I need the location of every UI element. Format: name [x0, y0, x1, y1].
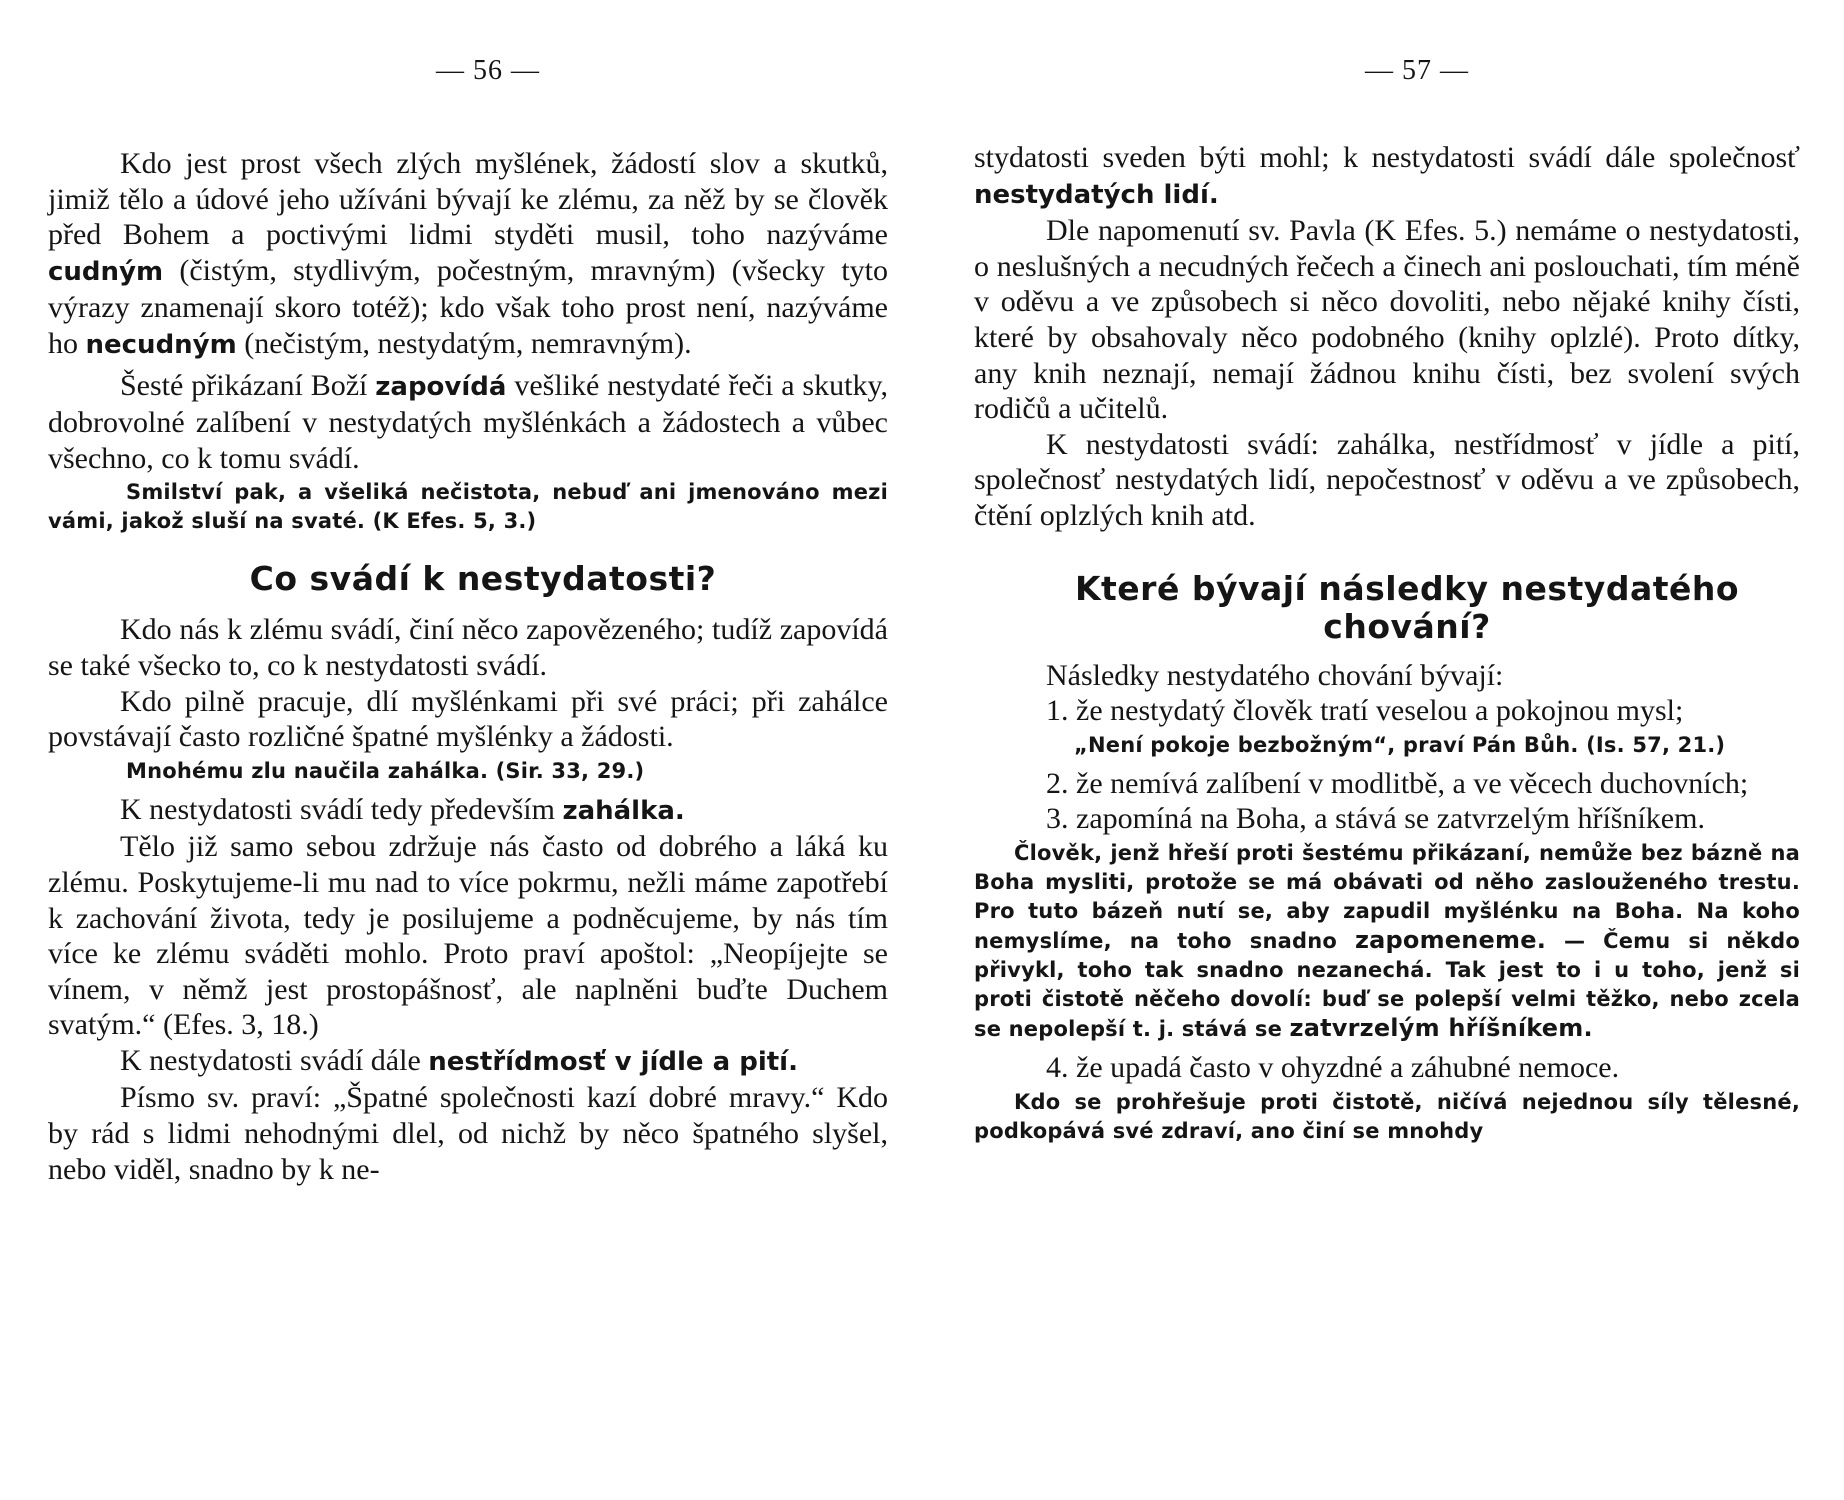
bold-term: zapomeneme.: [1354, 925, 1547, 954]
paragraph: Dle napomenutí sv. Pavla (K Efes. 5.) nemáme o nestydatosti, o neslušných a necudných řečech a činech ani poslouchati, tím méně v oděvu a ve způsobech si něco dovoliti, nebo nějaké knihy čísti, které by obsahovaly něco podobného (knihy oplzlé). Proto dítky, any knih neznají, nemají žádnou knihu čísti, bez svolení svých rodičů a učitelů.: [974, 214, 1800, 426]
paragraph: Kdo nás k zlému svádí, činí něco zapovězeného; tudíž zapovídá se také všecko to, co k nestydatosti svádí.: [48, 613, 888, 682]
bold-term: nestřídmosť v jídle a pití.: [428, 1046, 798, 1077]
paragraph: 4. že upadá často v ohyzdné a záhubné nemoce.: [1046, 1050, 1620, 1084]
page-body: [974, 140, 1800, 1146]
scripture-quote: Mnohému zlu naučila zahálka. (Sir. 33, 29.): [126, 758, 645, 783]
paragraph: K nestydatosti svádí: zahálka, nestřídmosť v jídle a pití, společnosť nestydatých lidí, nepočestnosť v oděvu a ve způsobech, čtění oplzlých knih atd.: [974, 427, 1800, 532]
paragraph: Kdo jest prost všech zlých myšlének, žádostí slov a skutků, jimiž tělo a údové jeho užíváni bývají ke zlému, za něž by se člověk před Bohem a poctivými lidmi styděti musil, toho nazýváme cudným (čistým, stydlivým, počestným, mravným) (všecky tyto výrazy znamenají skoro totéž); kdo však toho prost není, nazýváme ho necudným (nečistým, nestydatým, nemravným).: [48, 147, 888, 360]
commentary-block: Kdo se prohřešuje proti čistotě, ničívá nejednou síly tělesné, podkopává své zdraví, ano činí se mnohdy: [974, 1089, 1800, 1143]
paragraph: 2. že nemívá zalíbení v modlitbě, a ve věcech duchovních;: [1046, 766, 1749, 800]
paragraph: Následky nestydatého chování bývají:: [1046, 658, 1504, 692]
page-number: — 57 —: [1365, 55, 1469, 86]
bold-term: cudným: [48, 256, 164, 287]
commentary-block: Člověk, jenž hřeší proti šestému přikázaní, nemůže bez bázně na Boha mysliti, protože se má obávati od něho zaslouženého trestu. Pro tuto bázeň nutí se, aby zapudil myšlénku na Boha. Na koho nemyslíme, na toho snadno zapomeneme. — Čemu si někdo přivykl, toho tak snadno nezanechá. Tak jest to i u toho, jenž si proti čistotě něčeho dovolí: buď se polepší velmi těžko, nebo zcela se nepolepší t. j. stává se zatvrzelým hříšníkem.: [974, 840, 1801, 1042]
page-body: [48, 146, 888, 1187]
paragraph: K nestydatosti svádí tedy především zahálka.: [120, 792, 685, 826]
paragraph: Šesté přikázaní Boží zapovídá vešliké nestydaté řeči a skutky, dobrovolné zalíbení v nestydatých myšlénkách a žádostech a vůbec všechno, co k tomu svádí.: [48, 368, 888, 475]
page-number: — 56 —: [436, 55, 540, 86]
scripture-quote: Smilství pak, a všeliká nečistota, nebuď ani jmenováno mezi vámi, jakož sluší na svaté. (K Efes. 5, 3.): [48, 480, 888, 534]
paragraph: 3. zapomíná na Boha, a stává se zatvrzelým hříšníkem.: [1046, 802, 1705, 836]
left-page: [48, 0, 888, 1500]
section-heading: Co svádí k nestydatosti?: [249, 559, 717, 599]
bold-term: necudným: [85, 329, 237, 360]
bold-term: nestydatých lidí.: [974, 179, 1219, 210]
scripture-quote: „Není pokoje bezbožným“, praví Pán Bůh. (Is. 57, 21.): [1074, 732, 1726, 757]
paragraph: 1. že nestydatý člověk tratí veselou a pokojnou mysl;: [1046, 694, 1684, 728]
paragraph: Kdo pilně pracuje, dlí myšlénkami při své práci; při zahálce povstávají často rozličné špatné myšlénky a žádosti.: [48, 684, 888, 754]
paragraph: Tělo již samo sebou zdržuje nás často od dobrého a láká ku zlému. Poskytujeme-li mu nad to více pokrmu, nežli máme zapotřebí k zachování života, tedy je posilujeme a podněcujeme, by nás tím více ke zlému sváděti mohlo. Proto praví apoštol: „Neopíjejte se vínem, v němž jest prostopášnosť, ale naplněni buďte Duchem svatým.“ (Efes. 3, 18.): [48, 830, 888, 1042]
paragraph: Písmo sv. praví: „Špatné společnosti kazí dobré mravy.“ Kdo by rád s lidmi nehodnými dlel, od nichž by něco špatného slyšel, nebo viděl, snadno by k ne-: [48, 1081, 888, 1186]
bold-term: zahálka.: [562, 795, 685, 826]
paragraph: K nestydatosti svádí dále nestřídmosť v jídle a pití.: [120, 1043, 798, 1077]
section-heading: Které bývají následky nestydatého chování?: [1074, 568, 1740, 646]
bold-term: zapovídá: [375, 371, 507, 402]
right-page: [974, 0, 1800, 1500]
paragraph: stydatosti sveden býti mohl; k nestydatosti svádí dále společnosť nestydatých lidí.: [974, 141, 1800, 210]
bold-term: zatvrzelým hříšníkem.: [1289, 1013, 1593, 1042]
